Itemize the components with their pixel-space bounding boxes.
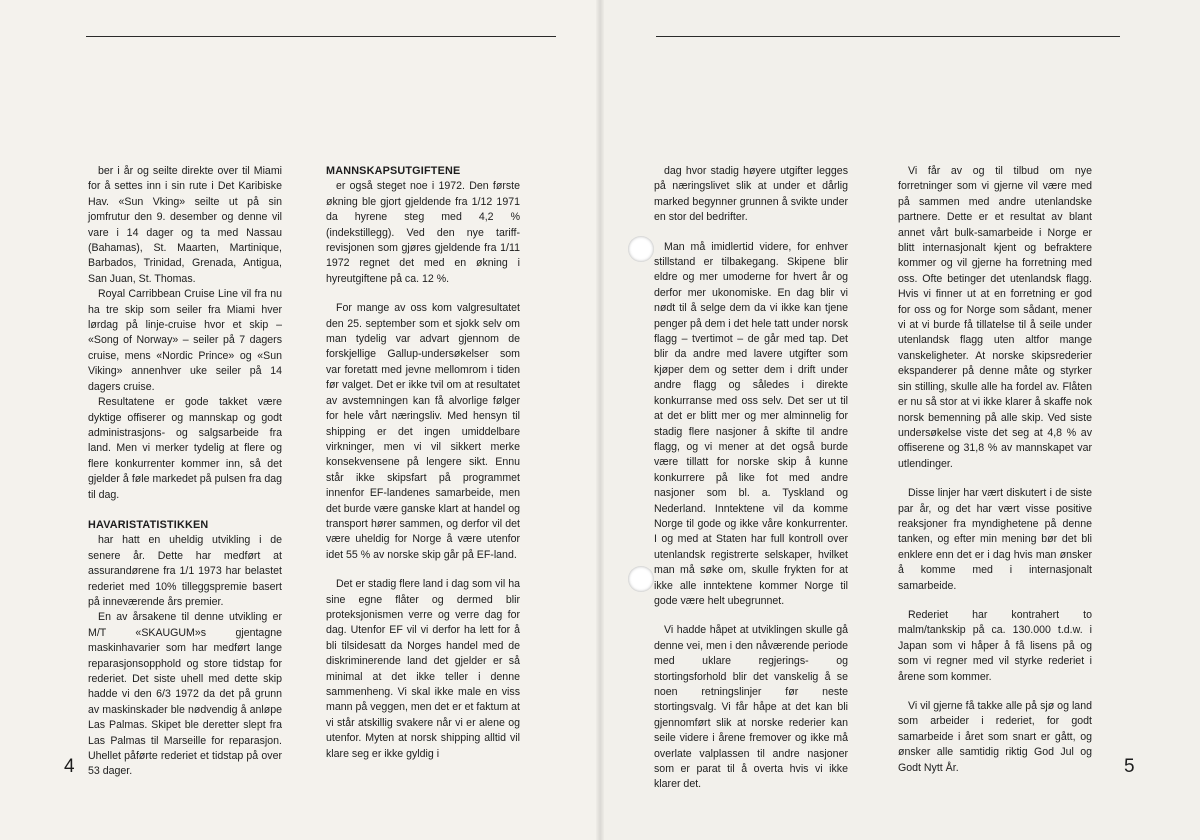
- right-column-1: [654, 164, 848, 793]
- right-column-2: [898, 164, 1092, 776]
- page-number-left: 4: [64, 756, 75, 777]
- body-paragraph: dag hvor stadig høyere utgifter legges på næringslivet slik at under et dårlig marked begynner grunnen å svikte under en stor del bedrifter.: [654, 165, 848, 224]
- section-heading: MANNSKAPSUTGIFTENE: [326, 165, 461, 177]
- body-paragraph: ber i år og seilte direkte over til Miami for å settes inn i sin rute i Det Karibiske Hav. «Sun Vking» seilte ut på sin jomfrutur den 9. desember og denne vil vare i 14 dager og ta med Nassau (Bahamas), St. Maarten, Martinique, Barbados, Trinidad, Grenada, Antigua, San Juan, St. Thomas.: [88, 165, 282, 285]
- left-column-2: [326, 164, 520, 762]
- punch-hole: [628, 566, 654, 592]
- header-rule: [86, 36, 556, 37]
- body-paragraph: Det er stadig flere land i dag som vil ha sine egne flåter og dermed blir proteksjonismen verre og verre dag for dag. Utenfor EF vil vi derfor ha lett for å bli tilsidesatt da Norges handel med de diskriminerende land det gjelder er så minimal at det ikke teller i denne sammenheng. Vi skal ikke male en viss mann på veggen, men det er et faktum at vi står atskillig svakere når vi er alene og utenfor. Myten at norsk shipping alltid vil klare seg er ikke gyldig i: [326, 578, 520, 760]
- section-heading: HAVARISTATISTIKKEN: [88, 518, 209, 531]
- body-paragraph: Vi hadde håpet at utviklingen skulle gå denne vei, men i den nåværende periode med uklare regjerings- og stortingsforhold blir det vanskelig å se noen retningslinjer før neste stortingsvalg. Vi får håpe at det kan bli gjennomført slik at norske rederier kan seile videre i årene fremover og ikke må overlate valplassen til andre nasjoner som er parat til å overta hvis vi ikke klarer det.: [654, 624, 848, 791]
- body-paragraph: Resultatene er gode takket være dyktige offiserer og mannskap og godt administrasjons- og salgsarbeide fra land. Men vi merker tydelig at flere og flere konkurrenter kommer inn, så det gjelder å føle markedet på pulsen fra dag til dag.: [88, 396, 282, 501]
- body-paragraph: Royal Carribbean Cruise Line vil fra nu ha tre skip som seiler fra Miami hver lørdag på linje-cruise hvor et skip – «Song of Norway» – seiler på 7 dagers cruise, mens «Nordic Prince» og «Sun Viking» annenhver uke seiler på 14 dagers cruise.: [88, 288, 282, 393]
- body-paragraph: Man må imidlertid videre, for enhver stillstand er tilbakegang. Skipene blir eldre og mer umoderne for hvert år og derfor mer ukonomiske. En dag blir vi nødt til å selge dem da vi ikke kan tjene penger på dem i det hele tatt under norsk flagg – tvertimot – de går med tap. Det blir da andre med lavere utgifter som kjøper dem og setter dem i drift under andre flagg og således i direkte konkurranse med oss selv. Det ser ut til at det er blitt mer og mer alminnelig for stadig flere nasjoner å skifte til andre flagg, og vi mener at det også burde være tillatt for norske skip å kunne konkurrere på like fot med andre nasjoner som bl. a. Tyskland og Nederland. Inntektene vil da komme Norge til gode og ikke våre konkurrenter. I og med at Staten har full kontroll over utenlandsk registrerte selskaper, hvilket man må søke om, skulle frykten for at ikke alle inntektene kommer Norge til gode være helt ubegrunnet.: [654, 240, 848, 607]
- body-paragraph: Vi vil gjerne få takke alle på sjø og land som arbeider i rederiet, for godt samarbeide i året som snart er gått, og ønsker alle samtidig riktig God Jul og Godt Nytt År.: [898, 700, 1092, 774]
- body-paragraph: er også steget noe i 1972. Den første økning ble gjort gjeldende fra 1/12 1971 da hyrene steg med 4,2 % (indekstillegg). Ved den nye tariff-revisjonen som gjøres gjeldende fra 1/11 1972 regnet det med en økning i hyreutgiftene på ca. 12 %.: [326, 180, 520, 285]
- page-number-right: 5: [1124, 756, 1135, 777]
- header-rule: [656, 36, 1120, 37]
- body-paragraph: For mange av oss kom valgresultatet den 25. september som et sjokk selv om man tydelig var advart gjennom de forskjellige Gallup-undersøkelser som var foretatt med jevne mellomrom i tiden før valget. Det er ikke tvil om at resultatet av avstemningen kan få alvorlige følger for hele vårt næringsliv. Med hensyn til shipping er det ingen umiddelbare virkninger, men vi vil sikkert merke konsekvensene på lengere sikt. Ennu står ikke skipsfart på programmet innenfor EF-landenes samarbeide, men det burde være ganske klart at handel og transport hører sammen, og derfor vil det være uheldig for Norge å være utenfor idet 55 % av norske skip går på EF-land.: [326, 302, 520, 561]
- body-paragraph: Rederiet har kontrahert to malm/tankskip på ca. 130.000 t.d.w. i Japan som vi håper å få lisens på og som vi regner med vil styrke rederiet i årene som kommer.: [898, 608, 1092, 683]
- body-paragraph: har hatt en uheldig utvikling i de senere år. Dette har medført at assurandørene fra 1/1 1973 har belastet rederiet med 10% tilleggspremie basert på inneværende års premier.: [88, 534, 282, 608]
- body-paragraph: En av årsakene til denne utvikling er M/T «SKAUGUM»s gjentagne maskinhavarier som har medført lange reparasjonsopphold og store tidstap for rederiet. Det siste uhell med dette skip hadde vi den 6/3 1972 da det på grunn av maskinskader ble nødvendig å anløpe Las Palmas. Skipet ble deretter slept fra Las Palmas til Marseille for reparasjon. Uhellet påførte rederiet et tidstap på over 53 dager.: [88, 611, 282, 778]
- right-page: [600, 0, 1200, 840]
- body-paragraph: Vi får av og til tilbud om nye forretninger som vi gjerne vil være med på sammen med andre utenlandske partnere. Dette er et resultat av blant annet vårt bulk-samarbeide i Norge er blitt internasjonalt kjent og befraktere kommer og vil gjerne ha forretning med oss. Ofte betinger det utenlandsk flagg. Hvis vi finner ut at en forretning er god for oss og for Norge som sådant, mener vi at vi burde få tillatelse til å seile under utenlandsk flagg uten altfor mange vanskeligheter. At norske skipsrederier ekspanderer på denne måte og styrker sin stilling, skulle alle ha fordel av. Flåten er nu så stor at vi ikke klarer å skaffe nok norsk bemenning på alle skip. Ved siste undersøkelse viste det seg at 4,8 % av offiserene og 31,8 % av mannskapet var utlendinger.: [898, 165, 1092, 470]
- left-column-1: [88, 164, 282, 780]
- book-spine: [596, 0, 604, 840]
- punch-hole: [628, 236, 654, 262]
- body-paragraph: Disse linjer har vært diskutert i de siste par år, og det har vært visse positive reaksjoner fra myndighetene på denne tanken, og efter min mening bør det bli enklere enn det er i dag hvis man ønsker å komme med i internasjonalt samarbeide.: [898, 487, 1092, 592]
